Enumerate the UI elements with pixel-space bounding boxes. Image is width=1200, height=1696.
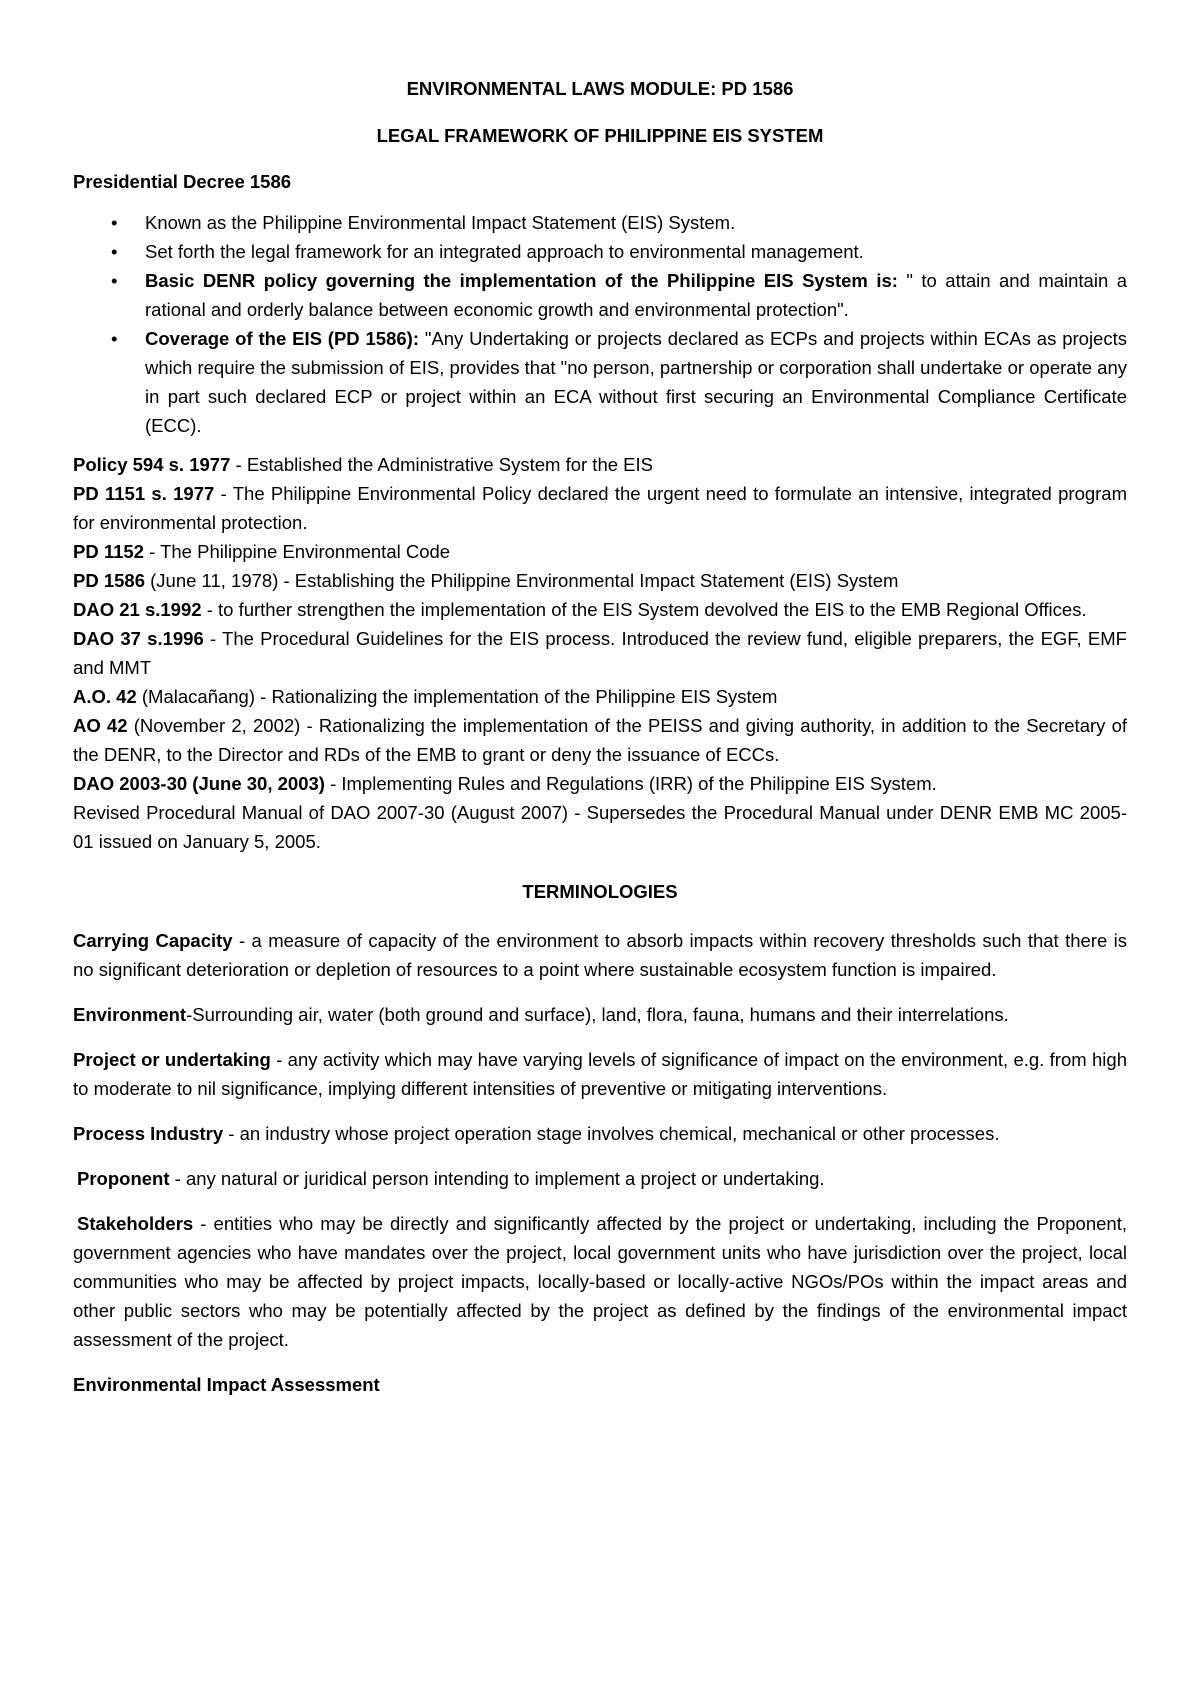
terminologies-heading: TERMINOLOGIES [522, 881, 678, 902]
term-definition: - an industry whose project operation stage involves chemical, mechanical or other processes. [223, 1123, 1000, 1144]
term-definition: - a measure of capacity of the environment to absorb impacts within recovery thresholds such that there is no significant deterioration or depletion of resources to a point where sustainable ecosystem function is impaired. [73, 930, 1127, 980]
law-code: PD 1151 s. 1977 [73, 483, 215, 504]
term-name: Process Industry [73, 1123, 224, 1144]
document-subtitle: LEGAL FRAMEWORK OF PHILIPPINE EIS SYSTEM [376, 125, 824, 146]
bullet-bold: Coverage of the EIS (PD 1586): [145, 328, 419, 349]
law-entry [73, 769, 1127, 798]
law-text: - The Philippine Environmental Code [143, 541, 451, 562]
law-text: (June 11, 1978) - Establishing the Philippine Environmental Impact Statement (EIS) System [145, 570, 899, 591]
law-text: Revised Procedural Manual of DAO 2007-30 (August 2007) - Supersedes the Procedural Manual under DENR EMB MC 2005-01 issued on January 5, 2005. [73, 802, 1127, 852]
term-entry [73, 1164, 1127, 1193]
term-name: Proponent [77, 1168, 170, 1189]
law-entry [73, 566, 1127, 595]
term-definition: -Surrounding air, water (both ground and surface), land, flora, fauna, humans and their interrelations. [186, 1004, 1009, 1025]
term-entry [73, 926, 1127, 984]
law-code: DAO 2003-30 (June 30, 2003) [73, 773, 325, 794]
law-code: DAO 37 s.1996 [73, 628, 204, 649]
bullet-item [145, 324, 1127, 440]
document-title: ENVIRONMENTAL LAWS MODULE: PD 1586 [406, 78, 794, 99]
law-entry [73, 682, 1127, 711]
law-text: - The Procedural Guidelines for the EIS process. Introduced the review fund, eligible preparers, the EGF, EMF and MMT [73, 628, 1127, 678]
law-entry [73, 798, 1127, 856]
law-list [73, 450, 1127, 856]
term-definition: - any natural or juridical person intending to implement a project or undertaking. [169, 1168, 825, 1189]
bullet-text: Known as the Philippine Environmental Impact Statement (EIS) System. [145, 212, 736, 233]
law-text: (Malacañang) - Rationalizing the implementation of the Philippine EIS System [136, 686, 778, 707]
term-definition: - any activity which may have varying levels of significance of impact on the environment, e.g. from high to moderate to nil significance, implying different intensities of preventive or mitigating interventions. [73, 1049, 1127, 1099]
law-entry [73, 624, 1127, 682]
bullet-item [145, 237, 1127, 266]
bullet-item [145, 266, 1127, 324]
bullet-bold: Basic DENR policy governing the implementation of the Philippine EIS System is: [145, 270, 898, 291]
law-code: A.O. 42 [73, 686, 137, 707]
term-entry [73, 1119, 1127, 1148]
law-text: - to further strengthen the implementation of the EIS System devolved the EIS to the EMB Regional Offices. [201, 599, 1087, 620]
term-entry [73, 1045, 1127, 1103]
law-text: - Established the Administrative System for the EIS [230, 454, 653, 475]
pd-bullet-list [73, 208, 1127, 440]
eia-heading: Environmental Impact Assessment [73, 1374, 380, 1395]
law-entry [73, 711, 1127, 769]
term-name: Environment [73, 1004, 187, 1025]
term-entry [73, 1000, 1127, 1029]
law-code: PD 1152 [73, 541, 144, 562]
law-code: DAO 21 s.1992 [73, 599, 202, 620]
law-entry [73, 595, 1127, 624]
term-definition: - entities who may be directly and significantly affected by the project or undertaking, including the Proponent, government agencies who have mandates over the project, local government units who have jurisdiction over the project, local communities who may be affected by project impacts, locally-based or locally-active NGOs/POs within the impact areas and other public sectors who may be potentially affected by the project as defined by the findings of the environmental impact assessment of the project. [73, 1213, 1127, 1350]
law-text: (November 2, 2002) - Rationalizing the implementation of the PEISS and giving authority, in addition to the Secretary of the DENR, to the Director and RDs of the EMB to grant or deny the issuance of ECCs. [73, 715, 1128, 765]
law-code: PD 1586 [73, 570, 145, 591]
law-text: - Implementing Rules and Regulations (IRR) of the Philippine EIS System. [324, 773, 937, 794]
law-code: AO 42 [73, 715, 128, 736]
term-name: Stakeholders [77, 1213, 194, 1234]
bullet-item [145, 208, 1127, 237]
law-text: - The Philippine Environmental Policy declared the urgent need to formulate an intensive, integrated program for environmental protection. [73, 483, 1128, 533]
pd-heading: Presidential Decree 1586 [73, 171, 292, 192]
law-code: Policy 594 s. 1977 [73, 454, 231, 475]
law-entry [73, 537, 1127, 566]
law-entry [73, 450, 1127, 479]
law-entry [73, 479, 1127, 537]
term-entry [73, 1209, 1127, 1354]
term-name: Project or undertaking [73, 1049, 271, 1070]
bullet-text: Set forth the legal framework for an integrated approach to environmental management. [145, 241, 864, 262]
bullet-text: "Any Undertaking or projects declared as ECPs and projects within ECAs as projects which require the submission of EIS, provides that "no person, partnership or corporation shall undertake or operate any in part such declared ECP or project within an ECA without first securing an Environmental Compliance Certificate (ECC). [145, 328, 1127, 436]
bullet-text: " to attain and maintain a rational and orderly balance between economic growth and environmental protection". [145, 270, 1127, 320]
term-name: Carrying Capacity [73, 930, 233, 951]
